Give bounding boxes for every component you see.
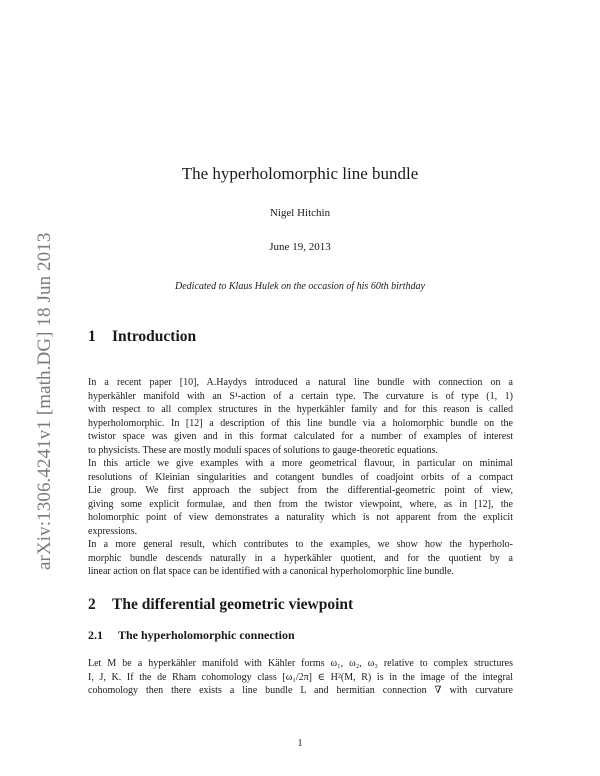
text-line: In a more general result, which contributes to the examples, we show how the hyperholo-	[88, 539, 513, 550]
text-line: with respect to all complex structures in the hyperkähler family and for this reason is called	[88, 404, 513, 416]
section-1-heading	[88, 328, 196, 346]
text-line: Let M be a hyperkähler manifold with Kähler forms ω₁, ω₂, ω₃ relative to complex structures	[88, 658, 513, 669]
paragraph-intro-2	[88, 457, 513, 539]
text-line: giving some explicit formulae, and then from the twistor viewpoint, where, as in [12], the	[88, 498, 513, 510]
text-line: holomorphic point of view demonstrates a naturality which is not apparent from the explicit	[88, 512, 513, 524]
subsection-2-1-heading	[88, 628, 295, 643]
text-line: hyperkähler manifold with an S¹-action of a certain type. The curvature is of type (1, 1)	[88, 390, 513, 402]
text-line: hyperholomorphic. In [12] a description of this line bundle via a holomorphic bundle on the	[88, 417, 513, 429]
dedication: Dedicated to Klaus Hulek on the occasion of his 60th birthday	[175, 281, 425, 292]
text-line: In a recent paper [10], A.Haydys introduced a natural line bundle with connection on a	[88, 377, 513, 388]
section-2-heading	[88, 596, 353, 614]
arxiv-identifier: arXiv:1306.4241v1 [math.DG] 18 Jun 2013	[34, 232, 55, 570]
paragraph-intro-1	[88, 376, 513, 458]
subsection-title: The hyperholomorphic connection	[118, 628, 295, 642]
text-line: Lie group. We first approach the subject from the differential-geometric point of view,	[88, 485, 513, 497]
paragraph-intro-3	[88, 538, 513, 579]
paragraph-connection	[88, 657, 513, 698]
text-line: twistor space was given and in this format calculated for a number of examples of interest	[88, 431, 513, 443]
section-title: The differential geometric viewpoint	[112, 596, 354, 613]
paper-title: The hyperholomorphic line bundle	[181, 164, 419, 183]
text-line: In this article we give examples with a more geometrical flavour, in particular on minimal	[88, 458, 513, 469]
section-number: 2	[88, 596, 96, 613]
section-number: 1	[88, 328, 96, 345]
text-line: I, J, K. If the de Rham cohomology class [ω₁/2π] ∈ H²(M, R) is in the image of the integral	[88, 671, 513, 683]
page-number: 1	[297, 738, 303, 749]
subsection-number: 2.1	[88, 628, 103, 642]
text-line: expressions.	[88, 525, 138, 537]
author-name: Nigel Hitchin	[269, 207, 331, 219]
text-line: morphic bundle descends naturally in a hyperkähler quotient, and for the quotient by a	[88, 552, 513, 564]
paper-date: June 19, 2013	[269, 241, 331, 253]
text-line: linear action on flat space can be identified with a canonical hyperholomorphic line bundle.	[88, 566, 454, 578]
text-line: to physicists. These are mostly moduli spaces of solutions to gauge-theoretic equations.	[88, 444, 439, 456]
text-line: cohomology then there exists a line bundle L and hermitian connection ∇ with curvature	[88, 685, 513, 697]
text-line: resolutions of Kleinian singularities and cotangent bundles of coadjoint orbits of a compact	[88, 471, 513, 483]
section-title: Introduction	[112, 328, 197, 345]
